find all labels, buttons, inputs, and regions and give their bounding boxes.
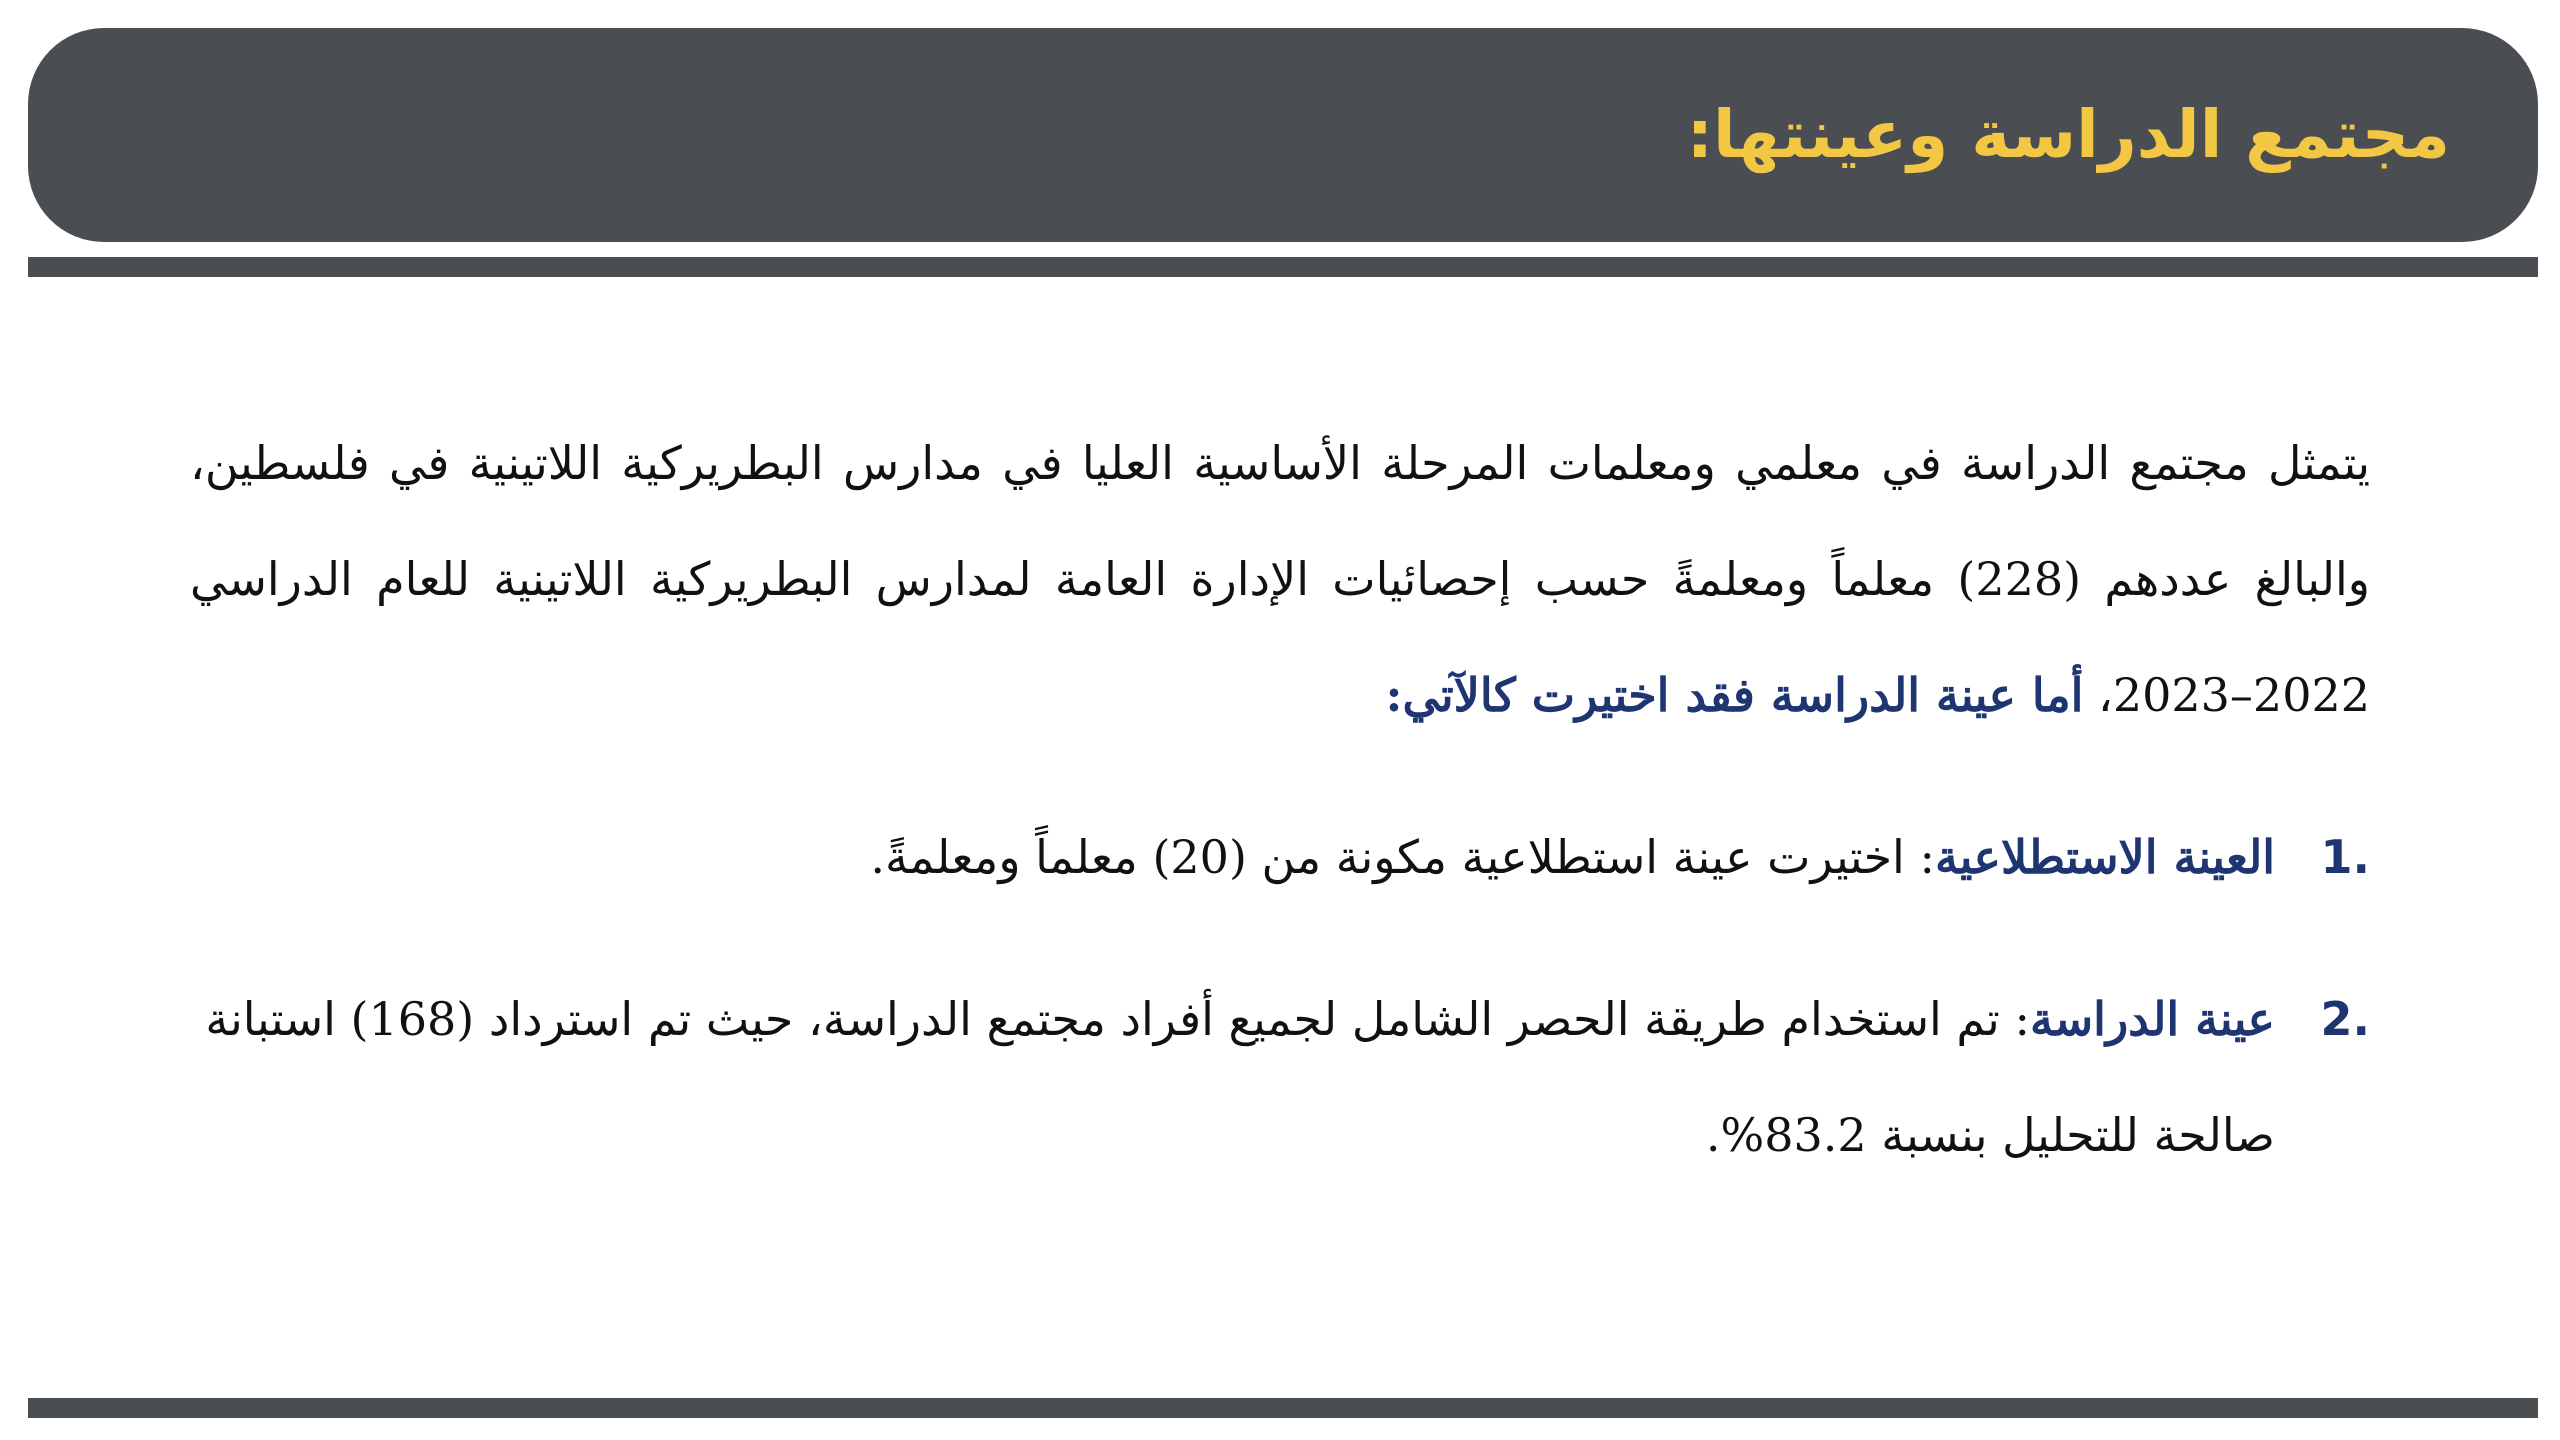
bottom-divider (28, 1398, 2538, 1418)
list-item-text: : اختيرت عينة استطلاعية مكونة من (20) معلماً ومعلمةً. (870, 830, 1935, 884)
list-item (190, 961, 2370, 1193)
slide-title: مجتمع الدراسة وعينتها: (1686, 96, 2450, 173)
list-item-number: .1 (2320, 830, 2370, 884)
list-item-text: : تم استخدام طريقة الحصر الشامل لجميع أفراد مجتمع الدراسة، حيث تم استرداد (168) استبانة صالحة للتحليل بنسبة 83.2%. (205, 992, 2275, 1162)
top-divider (28, 257, 2538, 277)
intro-text: يتمثل مجتمع الدراسة في معلمي ومعلمات المرحلة الأساسية العليا في مدارس البطريركية اللاتينية في فلسطين، والبالغ عددهم (228) معلماً ومعلمةً حسب إحصائيات الإدارة العامة لمدارس البطريركية اللاتينية للعام الدراسي 2022–2023، (190, 436, 2371, 722)
slide-content (190, 405, 2370, 1193)
list-item-number: .2 (2320, 992, 2370, 1046)
list-item-lead: العينة الاستطلاعية (1934, 830, 2275, 884)
intro-emphasis: أما عينة الدراسة فقد اختيرت كالآتي: (1385, 668, 2084, 722)
sample-list (190, 799, 2370, 1193)
list-item-lead: عينة الدراسة (2029, 992, 2275, 1046)
list-item (190, 799, 2370, 915)
title-banner (28, 28, 2538, 242)
intro-paragraph (190, 405, 2370, 753)
